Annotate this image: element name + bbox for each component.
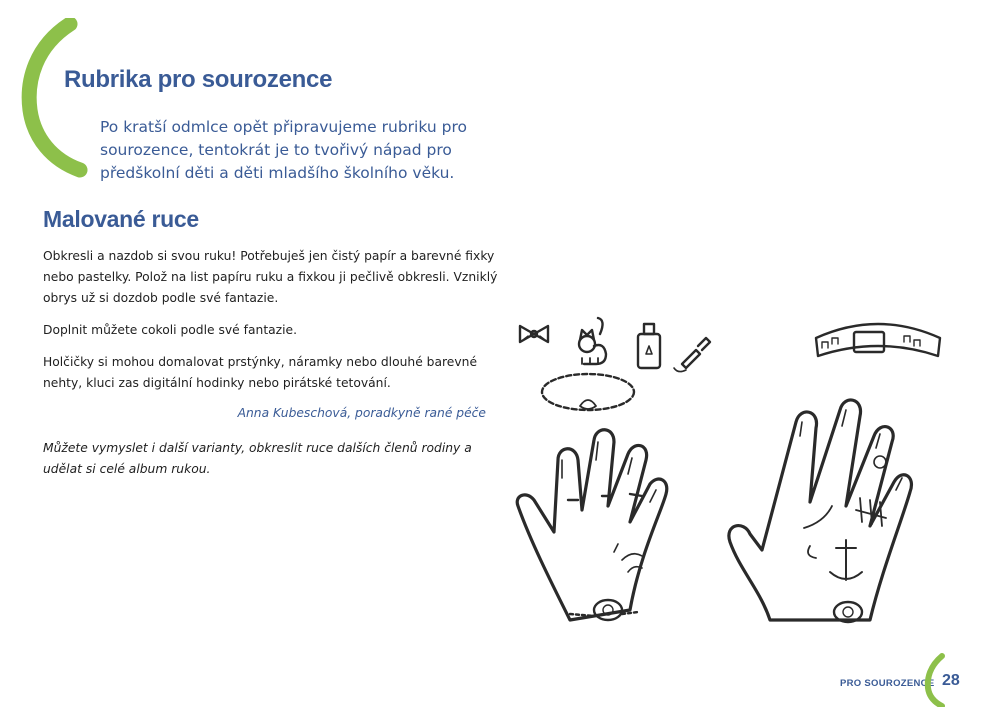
page-number: 28 bbox=[942, 672, 960, 689]
green-bracket-icon bbox=[18, 18, 88, 178]
paragraph-closing: Můžete vymyslet i další varianty, obkreslit ruce dalších členů rodiny a udělat si celé album rukou. bbox=[43, 441, 472, 476]
article-title: Malované ruce bbox=[43, 206, 199, 232]
paragraph-fantasy: Doplnit můžete cokoli podle své fantazie. bbox=[43, 323, 298, 337]
bow-icon bbox=[520, 326, 548, 342]
author-signature: Anna Kubeschová, poradkyně rané péče bbox=[237, 406, 486, 420]
watch-icon bbox=[816, 324, 940, 356]
cat-icon bbox=[579, 318, 606, 364]
paragraph-instructions: Obkresli a nazdob si svou ruku! Potřebuješ jen čistý papír a barevné fixky nebo pastelky. Polož na list papíru ruku a fixkou ji pečlivě obkresli. Vzniklý obrys už si dozdob podle své fantazie. bbox=[43, 249, 498, 305]
hands-illustration bbox=[510, 310, 960, 628]
footer-label: PRO SOUROZENCE bbox=[840, 678, 935, 689]
hand-drawing-boy bbox=[729, 400, 912, 622]
intro-text: Po kratší odmlce opět připravujeme rubriku pro sourozence, tentokrát je to tvořivý nápad pro předškolní děti a děti mladšího školního věku. bbox=[100, 118, 467, 182]
paragraph-ideas: Holčičky si mohou domalovat prstýnky, náramky nebo dlouhé barevné nehty, kluci zas digitální hodinky nebo pirátské tetování. bbox=[43, 355, 478, 390]
bracelet-icon bbox=[542, 374, 634, 410]
nail-polish-icon bbox=[638, 324, 710, 372]
hand-drawing-girl bbox=[517, 430, 667, 620]
section-title: Rubrika pro sourozence bbox=[64, 66, 333, 93]
